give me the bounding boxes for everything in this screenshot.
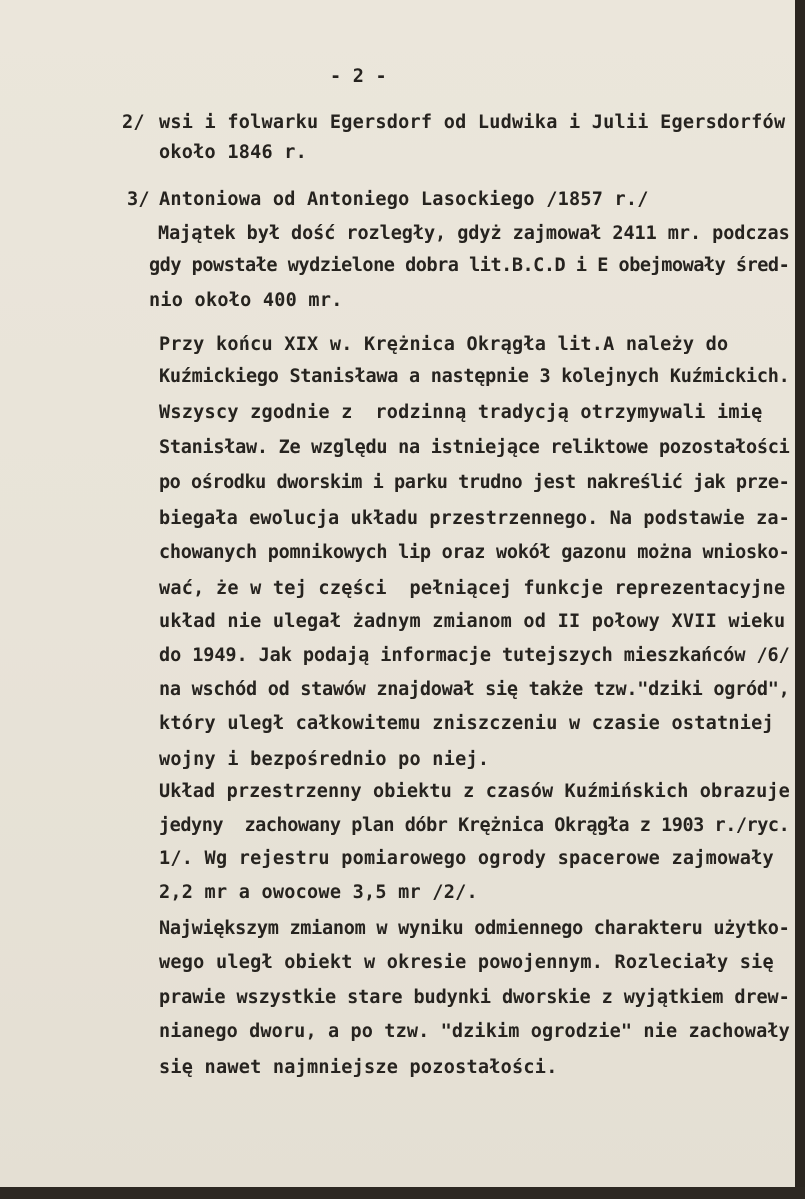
body-line: do 1949. Jak podają informacje tutejszych mieszkańców /6/	[159, 645, 790, 666]
body-line: wać, że w tej części pełniącej funkcje reprezentacyjne	[159, 578, 786, 599]
body-line: biegała ewolucja układu przestrzennego. Na podstawie za-	[159, 508, 790, 529]
body-line: po ośrodku dworskim i parku trudno jest nakreślić jak prze-	[159, 472, 790, 493]
body-line: Największym zmianom w wyniku odmiennego charakteru użytko-	[159, 918, 790, 939]
body-line: Kuźmickiego Stanisława a następnie 3 kolejnych Kuźmickich.	[159, 366, 790, 387]
body-line: wojny i bezpośrednio po niej.	[159, 749, 490, 770]
body-line: prawie wszystkie stare budynki dworskie z wyjątkiem drew-	[159, 987, 790, 1008]
list-item-line: około 1846 r.	[159, 142, 308, 163]
list-item-marker: 2/	[122, 112, 145, 133]
scan-edge-right	[795, 0, 805, 1199]
body-line: Majątek był dość rozległy, gdyż zajmował 2411 mr. podczas	[158, 223, 790, 244]
body-line: gdy powstałe wydzielone dobra lit.B.C.D i E obejmowały śred-	[149, 255, 790, 276]
page-number: - 2 -	[330, 66, 387, 87]
body-line: Wszyscy zgodnie z rodzinną tradycją otrzymywali imię	[159, 402, 763, 423]
scan-edge-bottom	[0, 1187, 805, 1199]
body-line: Przy końcu XIX w. Krężnica Okrągła lit.A należy do	[159, 334, 729, 355]
body-line: się nawet najmniejsze pozostałości.	[159, 1057, 558, 1078]
body-line: Stanisław. Ze względu na istniejące reliktowe pozostałości	[159, 437, 790, 458]
body-line: 1/. Wg rejestru pomiarowego ogrody spacerowe zajmowały	[159, 848, 774, 869]
body-line: który uległ całkowitemu zniszczeniu w czasie ostatniej	[159, 713, 774, 734]
body-line: wego uległ obiekt w okresie powojennym. Rozleciały się	[159, 952, 774, 973]
body-line: jedyny zachowany plan dóbr Krężnica Okrągła z 1903 r./ryc.	[159, 815, 790, 836]
list-item-line: wsi i folwarku Egersdorf od Ludwika i Julii Egersdorfów	[159, 112, 786, 133]
body-line: na wschód od stawów znajdował się także tzw."dziki ogród",	[159, 679, 790, 700]
body-line: nianego dworu, a po tzw. "dzikim ogrodzie" nie zachowały	[159, 1021, 790, 1042]
body-line: 2,2 mr a owocowe 3,5 mr /2/.	[159, 882, 478, 903]
body-line: chowanych pomnikowych lip oraz wokół gazonu można wniosko-	[159, 542, 790, 563]
list-item-line: Antoniowa od Antoniego Lasockiego /1857 r./	[159, 189, 649, 210]
body-line: nio około 400 mr.	[149, 290, 343, 311]
list-item-marker: 3/	[127, 189, 150, 210]
body-line: Układ przestrzenny obiektu z czasów Kuźmińskich obrazuje	[159, 781, 790, 802]
body-line: układ nie ulegał żadnym zmianom od II połowy XVII wieku	[159, 611, 786, 632]
